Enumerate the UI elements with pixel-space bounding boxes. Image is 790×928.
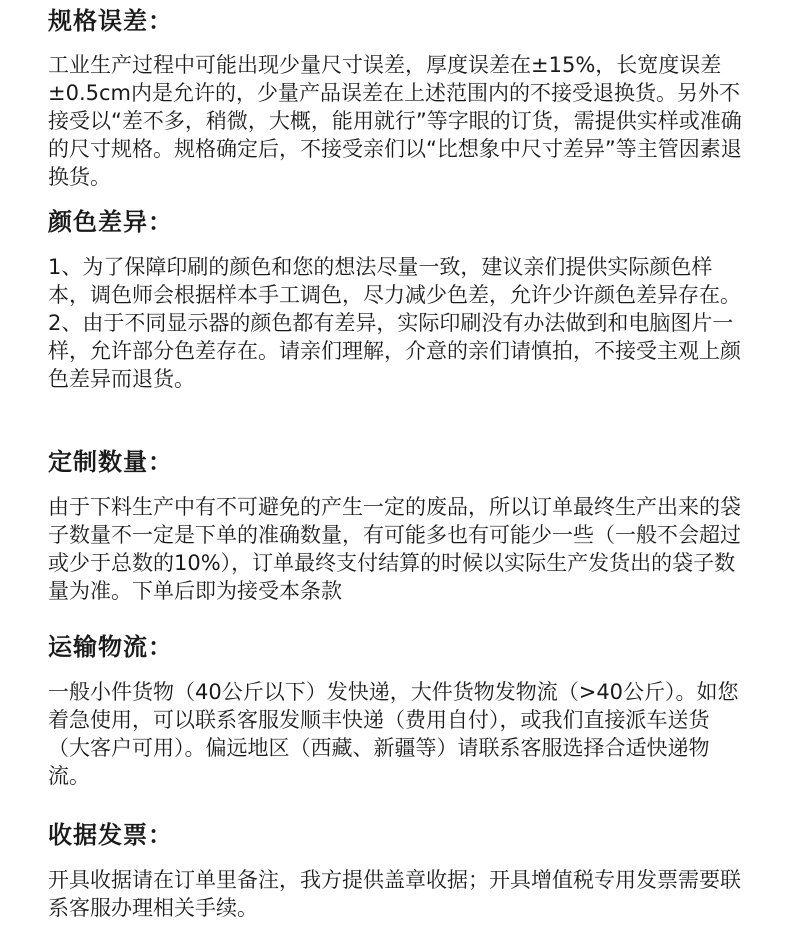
- section-custom-quantity: [48, 447, 748, 605]
- section-shipping-logistics: [48, 632, 748, 790]
- section-title: 规格误差：: [48, 7, 173, 35]
- section-paragraph: 一般小件货物（40公斤以下）发快递，大件货物发物流（>40公斤）。如您着急使用，可以联系客服发顺丰快递（费用自付），或我们直接派车送货（大客户可用）。偏远地区（西藏、新疆等）请联系客服选择合适快递物流。: [48, 680, 739, 788]
- section-title: 运输物流：: [48, 633, 173, 661]
- section-title: 收据发票：: [48, 821, 173, 849]
- section-paragraph: 由于下料生产中有不可避免的产生一定的废品，所以订单最终生产出来的袋子数量不一定是下单的准确数量，有可能多也有可能少一些（一般不会超过或少于总数的10%），订单最终支付结算的时候以实际生产发货出的袋子数量为准。下单后即为接受本条款: [48, 495, 741, 603]
- section-spec-tolerance: [48, 6, 748, 191]
- section-paragraph: 2、由于不同显示器的颜色都有差异，实际印刷没有办法做到和电脑图片一样，允许部分色差存在。请亲们理解，介意的亲们请慎拍，不接受主观上颜色差异而退货。: [48, 311, 741, 391]
- section-color-difference: [48, 207, 748, 393]
- section-paragraph: 开具收据请在订单里备注，我方提供盖章收据；开具增值税专用发票需要联系客服办理相关手续。: [48, 868, 741, 920]
- section-title: 定制数量：: [48, 448, 173, 476]
- section-paragraph: 1、为了保障印刷的颜色和您的想法尽量一致，建议亲们提供实际颜色样本，调色师会根据样本手工调色，尽力减少色差，允许少许颜色差异存在。: [48, 255, 741, 307]
- section-receipt-invoice: [48, 820, 748, 922]
- section-paragraph: 工业生产过程中可能出现少量尺寸误差，厚度误差在±15%，长宽度误差±0.5cm内是允许的，少量产品误差在上述范围内的不接受退换货。另外不接受以“差不多，稍微，大概，能用就行”等字眼的订货，需提供实样或准确的尺寸规格。规格确定后，不接受亲们以“比想象中尺寸差异”等主管因素退换货。: [48, 53, 742, 189]
- section-title: 颜色差异：: [48, 208, 173, 236]
